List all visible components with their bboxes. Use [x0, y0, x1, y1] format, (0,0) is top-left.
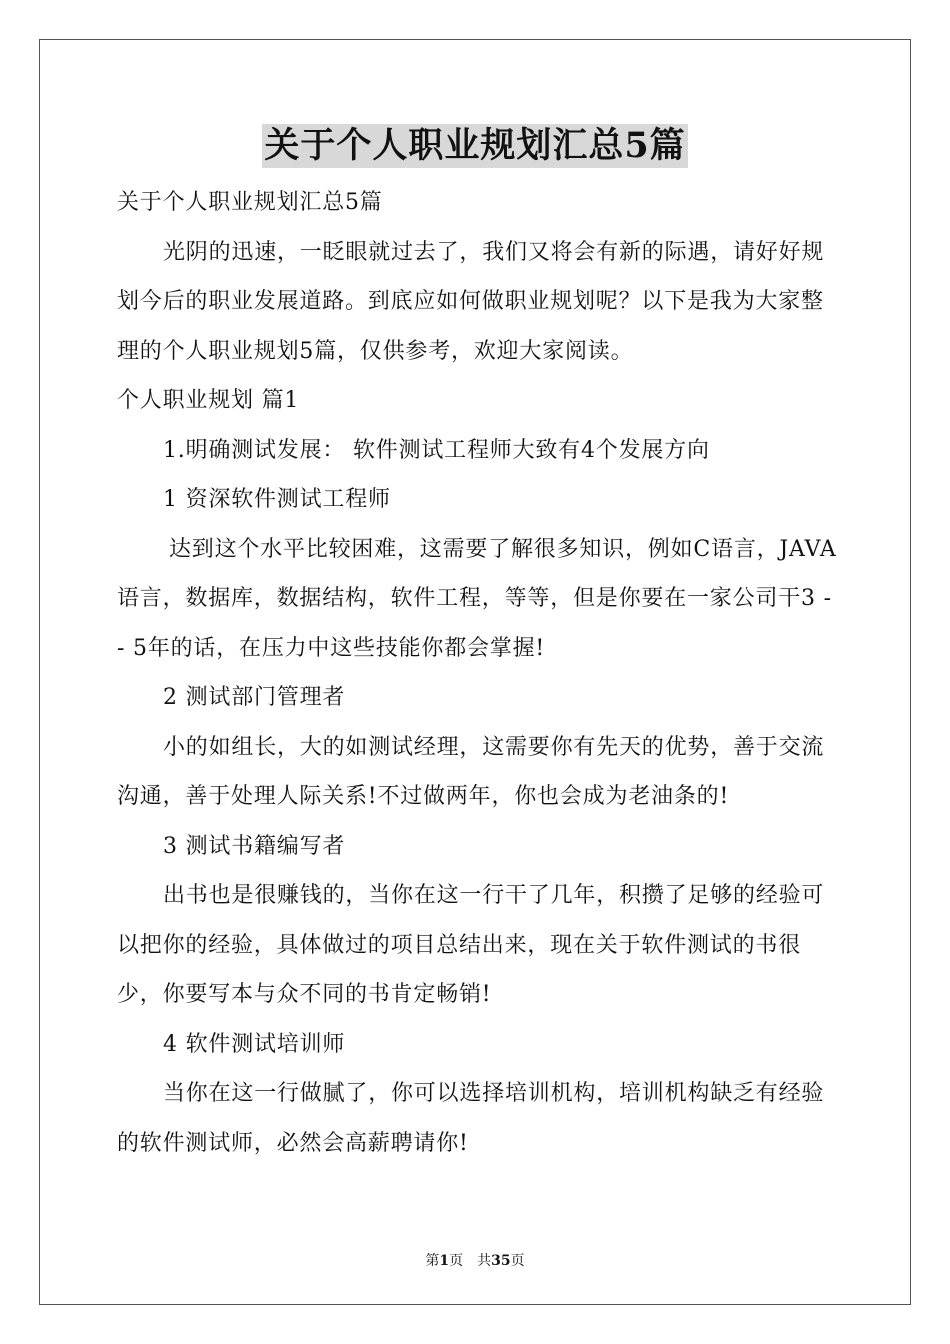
document-title: 关于个人职业规划汇总5篇 — [264, 125, 686, 166]
document-body — [117, 178, 837, 1168]
current-page-number: 1 — [439, 1253, 450, 1269]
body-paragraph: 当你在这一行做腻了，你可以选择培训机构，培训机构缺乏有经验的软件测试师，必然会高薪聘请你! — [117, 1081, 825, 1156]
page-footer — [0, 1250, 950, 1270]
list-heading: 4 软件测试培训师 — [163, 1031, 346, 1057]
body-paragraph: 小的如组长，大的如测试经理，这需要你有先天的优势，善于交流沟通，善于处理人际关系!不过做两年，你也会成为老油条的! — [117, 734, 825, 809]
list-heading: 1 资深软件测试工程师 — [163, 487, 391, 512]
section-heading: 个人职业规划 篇1 — [117, 388, 300, 413]
document-title-wrapper — [0, 124, 950, 168]
list-heading: 3 测试书籍编写者 — [163, 833, 346, 859]
list-heading: 2 测试部门管理者 — [163, 685, 346, 710]
body-paragraph: 出书也是很赚钱的，当你在这一行干了几年，积攒了足够的经验可以把你的经验，具体做过的项目总结出来，现在关于软件测试的书很少，你要写本与众不同的书肯定畅销! — [117, 883, 825, 1007]
document-subtitle: 关于个人职业规划汇总5篇 — [117, 190, 383, 215]
page-label-suffix: 页 — [510, 1253, 525, 1269]
total-page-count: 35 — [491, 1253, 511, 1269]
body-paragraph: 1.明确测试发展： 软件测试工程师大致有4个发展方向 — [163, 437, 710, 463]
body-paragraph: 达到这个水平比较困难，这需要了解很多知识，例如C语言，JAVA语言，数据库，数据结构，软件工程，等等，但是你要在一家公司干3 -- 5年的话，在压力中这些技能你都会掌握! — [117, 536, 837, 661]
page-label-mid: 页 共 — [449, 1253, 492, 1269]
page-label-prefix: 第 — [425, 1253, 440, 1269]
intro-paragraph: 光阴的迅速，一眨眼就过去了，我们又将会有新的际遇，请好好规划今后的职业发展道路。到底应如何做职业规划呢？以下是我为大家整理的个人职业规划5篇，仅供参考，欢迎大家阅读。 — [117, 239, 825, 364]
